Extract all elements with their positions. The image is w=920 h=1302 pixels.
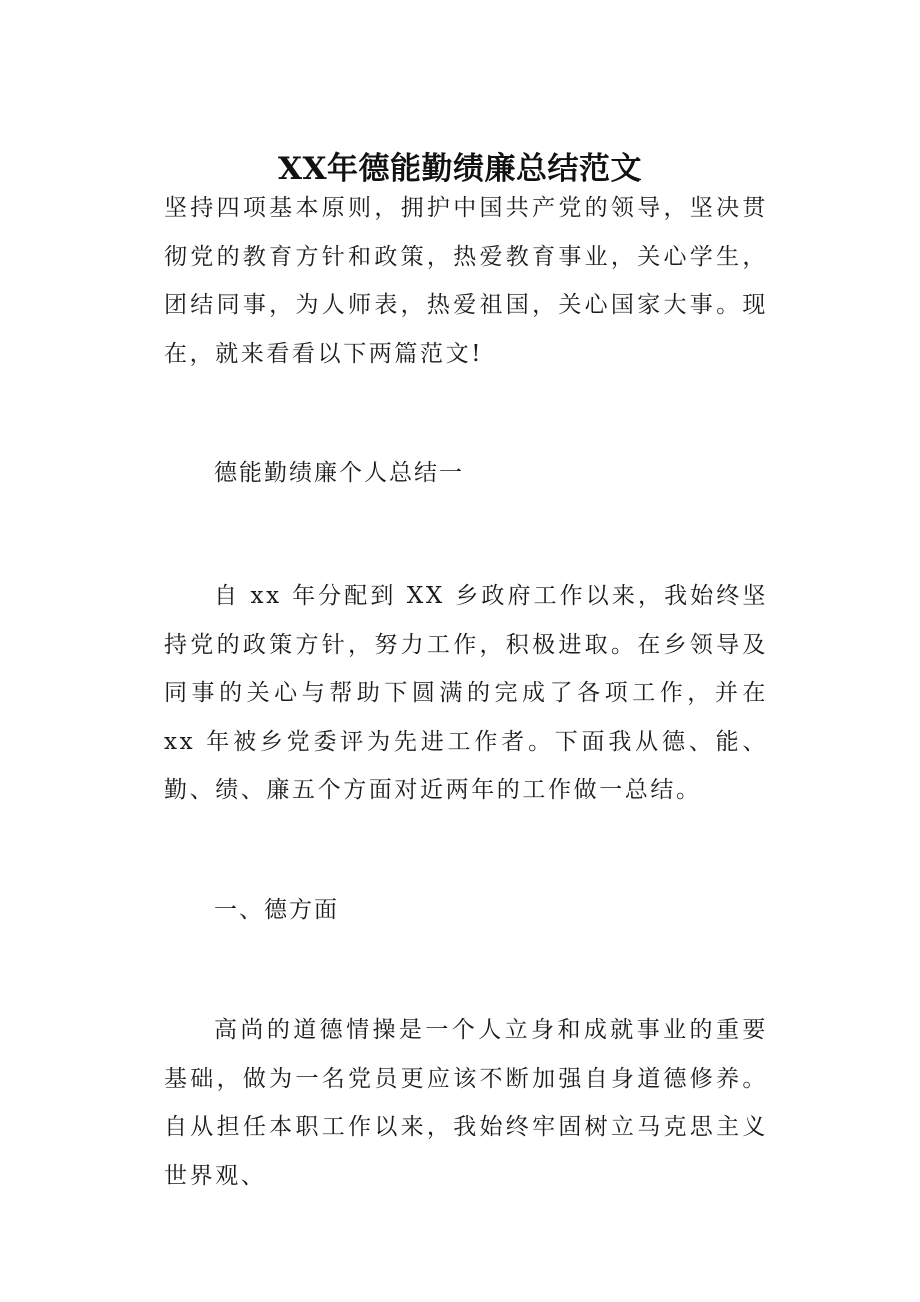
intro-paragraph: 坚持四项基本原则，拥护中国共产党的领导，坚决贯彻党的教育方针和政策，热爱教育事业，关心学生，团结同事，为人师表，热爱祖国，关心国家大事。现在，就来看看以下两篇范文! (164, 195, 768, 367)
document-title: XX年德能勤绩廉总结范文 (277, 150, 643, 187)
body-paragraph-2: 高尚的道德情操是一个人立身和成就事业的重要基础，做为一名党员更应该不断加强自身道德修养。自从担任本职工作以来，我始终牢固树立马克思主义世界观、 (164, 1017, 768, 1189)
subsection-heading-de: 一、德方面 (214, 897, 339, 923)
section-heading: 德能勤绩廉个人总结一 (214, 460, 464, 486)
body-paragraph-1: 自 xx 年分配到 XX 乡政府工作以来，我始终坚持党的政策方针，努力工作，积极进取。在乡领导及同事的关心与帮助下圆满的完成了各项工作，并在 xx 年被乡党委评为先进工作者。下面我从德、能、勤、绩、廉五个方面对近两年的工作做一总结。 (164, 583, 768, 803)
